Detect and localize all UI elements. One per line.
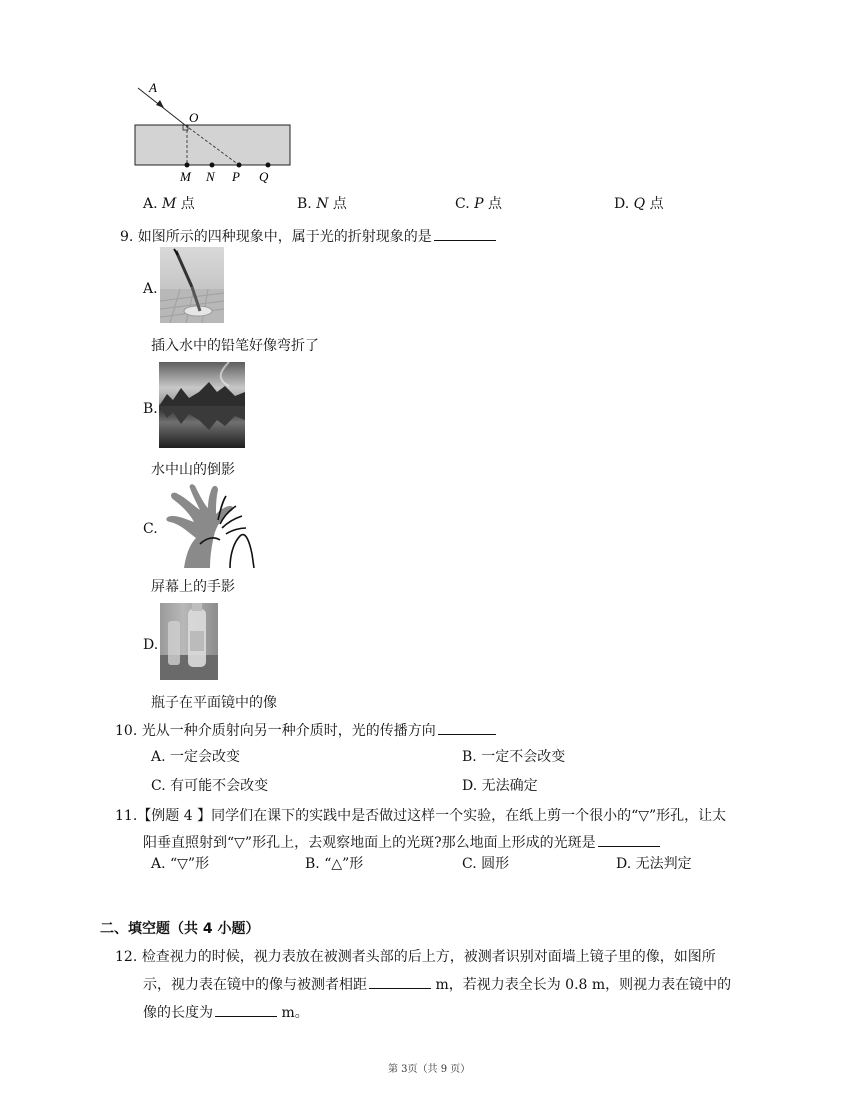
q9-d-caption: 瓶子在平面镜中的像 bbox=[151, 695, 277, 711]
q11-option-c: C. 圆形 bbox=[462, 856, 510, 872]
answer-blank bbox=[434, 228, 496, 241]
glass-block bbox=[135, 125, 290, 165]
answer-blank bbox=[369, 976, 431, 989]
q9-stem bbox=[120, 226, 496, 246]
q11-option-b: B. “△”形 bbox=[305, 856, 364, 872]
option-unit: 点 bbox=[328, 196, 347, 212]
label-m: M bbox=[180, 169, 191, 184]
q9-b-letter: B. bbox=[143, 401, 158, 417]
option-letter: D. bbox=[614, 196, 634, 212]
point-q bbox=[266, 163, 271, 168]
question-text: 10. 光从一种介质射向另一种介质时，光的传播方向 bbox=[115, 723, 436, 739]
q11-line2 bbox=[143, 832, 660, 852]
option-var: Q bbox=[633, 196, 646, 212]
bottle-mirror-photo bbox=[160, 603, 218, 680]
answer-blank bbox=[598, 834, 660, 847]
q9-d-letter: D. bbox=[143, 637, 159, 653]
q8-option-b bbox=[297, 193, 347, 213]
answer-blank bbox=[215, 1004, 277, 1017]
label-q: Q bbox=[259, 169, 269, 184]
option-letter: A. bbox=[143, 196, 163, 212]
question-text: 示，视力表在镜中的像与被测者相距 bbox=[143, 977, 367, 993]
q9-b-caption: 水中山的倒影 bbox=[151, 462, 235, 478]
question-text: 9. 如图所示的四种现象中，属于光的折射现象的是 bbox=[120, 229, 432, 245]
q10-option-a: A. 一定会改变 bbox=[151, 749, 241, 765]
q12-line3 bbox=[143, 1002, 309, 1022]
option-unit: 点 bbox=[483, 196, 502, 212]
q9-c-letter: C. bbox=[143, 521, 158, 537]
q8-option-a bbox=[143, 193, 195, 213]
refraction-diagram bbox=[128, 78, 300, 188]
q9-c-caption: 屏幕上的手影 bbox=[151, 579, 235, 595]
question-text: m，若视力表全长为 0.8 m，则视力表在镜中的 bbox=[431, 977, 732, 993]
point-m bbox=[185, 163, 190, 168]
question-text: 阳垂直照射到“▽”形孔上，去观察地面上的光斑?那么地面上形成的光斑是 bbox=[143, 835, 596, 851]
mountain-reflection-photo bbox=[159, 362, 245, 448]
option-letter: C. bbox=[455, 196, 475, 212]
option-var: P bbox=[474, 196, 484, 212]
pencil-in-water-photo bbox=[160, 247, 224, 323]
q12-line2 bbox=[143, 974, 731, 994]
option-var: N bbox=[316, 196, 329, 212]
answer-blank bbox=[438, 722, 496, 735]
q11-option-d: D. 无法判定 bbox=[616, 856, 692, 872]
q10-option-c: C. 有可能不会改变 bbox=[151, 778, 269, 794]
q10-stem bbox=[115, 720, 496, 740]
hand-shadow-image bbox=[160, 484, 256, 568]
q11-line1: 11.【例题 4 】同学们在课下的实践中是否做过这样一个实验，在纸上剪一个很小的“▽”形孔，让太 bbox=[115, 808, 727, 824]
question-text: 像的长度为 bbox=[143, 1005, 213, 1021]
label-o: O bbox=[189, 110, 199, 125]
q8-option-c bbox=[455, 193, 502, 213]
point-n bbox=[210, 163, 215, 168]
option-var: M bbox=[162, 196, 177, 212]
label-p: P bbox=[232, 169, 240, 184]
label-a: A bbox=[149, 80, 157, 95]
q10-option-b: B. 一定不会改变 bbox=[462, 749, 566, 765]
q12-line1: 12. 检查视力的时候，视力表放在被测者头部的后上方，被测者识别对面墙上镜子里的像，如图所 bbox=[115, 949, 716, 965]
option-unit: 点 bbox=[176, 196, 195, 212]
q10-option-d: D. 无法确定 bbox=[462, 778, 538, 794]
q9-a-caption: 插入水中的铅笔好像弯折了 bbox=[151, 338, 319, 354]
incident-arrow bbox=[156, 100, 164, 108]
point-p bbox=[237, 163, 242, 168]
page-footer: 第 3页（共 9 页） bbox=[388, 1064, 471, 1075]
question-text: m。 bbox=[277, 1005, 309, 1021]
section-title: 二、填空题（共 4 小题） bbox=[100, 921, 260, 937]
option-letter: B. bbox=[297, 196, 317, 212]
q9-a-letter: A. bbox=[143, 281, 158, 297]
q8-option-d bbox=[614, 193, 664, 213]
q11-option-a: A. “▽”形 bbox=[151, 856, 210, 872]
option-unit: 点 bbox=[645, 196, 664, 212]
label-n: N bbox=[206, 169, 215, 184]
